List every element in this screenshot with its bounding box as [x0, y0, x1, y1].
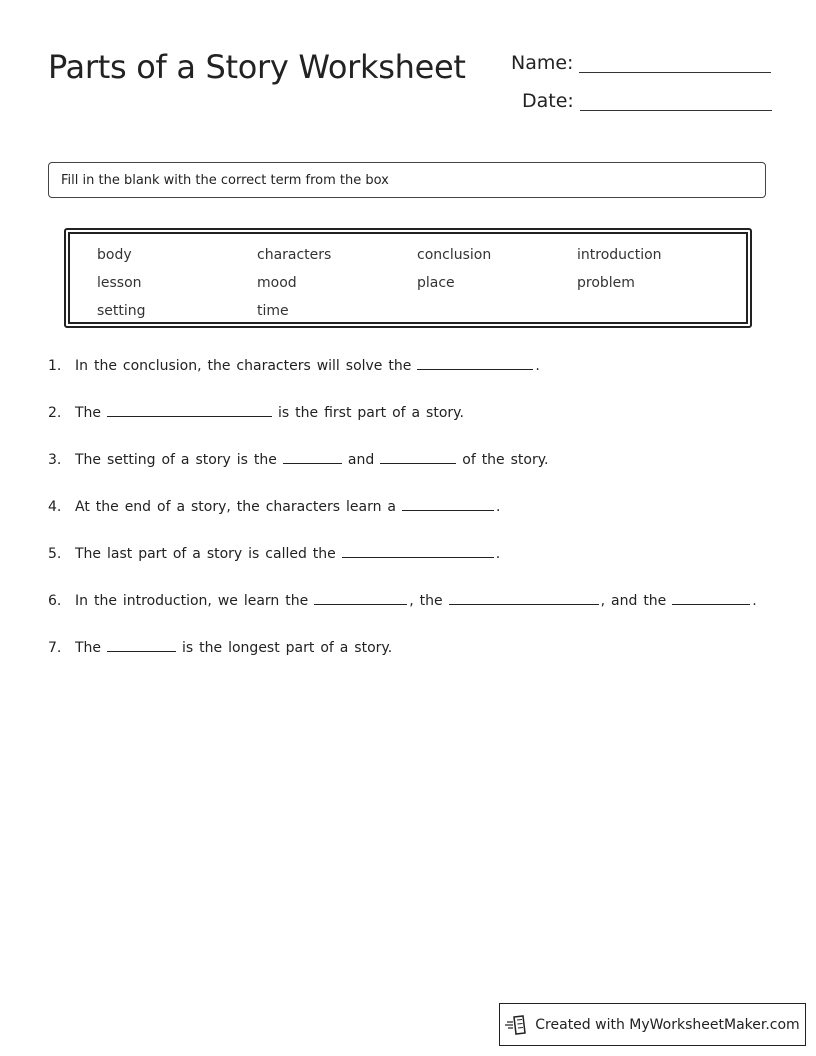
word-bank-item: lesson: [97, 275, 142, 291]
footer-credit[interactable]: [499, 1003, 806, 1046]
answer-blank[interactable]: [672, 590, 750, 605]
question-2: [48, 402, 788, 449]
word-bank: [64, 228, 752, 328]
answer-blank[interactable]: [107, 637, 176, 652]
question-number: 1.: [48, 358, 62, 374]
word-bank-item: characters: [257, 247, 332, 263]
answer-blank[interactable]: [402, 496, 494, 511]
answer-blank[interactable]: [449, 590, 599, 605]
question-4: [48, 496, 788, 543]
question-number: 4.: [48, 499, 62, 515]
instructions-box: Fill in the blank with the correct term from the box: [48, 162, 766, 198]
answer-blank[interactable]: [283, 449, 342, 464]
question-6: [48, 590, 788, 637]
word-bank-item: introduction: [577, 247, 662, 263]
answer-blank[interactable]: [380, 449, 456, 464]
word-bank-item: conclusion: [417, 247, 492, 263]
question-5: [48, 543, 788, 590]
question-text: The setting of a story is the and of the story.: [75, 449, 548, 468]
name-field[interactable]: [511, 52, 771, 74]
answer-blank[interactable]: [417, 355, 533, 370]
word-bank-item: place: [417, 275, 455, 291]
word-bank-item: body: [97, 247, 132, 263]
worksheet-maker-logo-icon: [505, 1014, 529, 1036]
question-number: 6.: [48, 593, 62, 609]
word-bank-item: time: [257, 303, 289, 319]
date-label: Date:: [522, 90, 574, 112]
question-text: At the end of a story, the characters learn a .: [75, 496, 500, 515]
word-bank-item: mood: [257, 275, 297, 291]
date-field[interactable]: [522, 90, 772, 112]
question-3: [48, 449, 788, 496]
question-1: [48, 355, 788, 402]
footer-text: Created with MyWorksheetMaker.com: [535, 1016, 800, 1033]
answer-blank[interactable]: [107, 402, 272, 417]
question-text: The last part of a story is called the .: [75, 543, 500, 562]
answer-blank[interactable]: [342, 543, 494, 558]
question-number: 2.: [48, 405, 62, 421]
question-number: 5.: [48, 546, 62, 562]
question-number: 3.: [48, 452, 62, 468]
question-text: The is the longest part of a story.: [75, 637, 392, 656]
word-bank-item: setting: [97, 303, 146, 319]
question-text: In the introduction, we learn the , the , and the .: [75, 590, 757, 609]
question-text: In the conclusion, the characters will solve the .: [75, 355, 540, 374]
date-line[interactable]: [580, 109, 772, 111]
question-text: The is the first part of a story.: [75, 402, 464, 421]
word-bank-grid: [68, 232, 748, 324]
name-label: Name:: [511, 52, 574, 74]
question-7: [48, 637, 788, 684]
answer-blank[interactable]: [314, 590, 407, 605]
question-number: 7.: [48, 640, 62, 656]
word-bank-item: problem: [577, 275, 635, 291]
page-title: Parts of a Story Worksheet: [48, 48, 466, 86]
name-line[interactable]: [579, 71, 771, 73]
question-list: [48, 355, 788, 684]
